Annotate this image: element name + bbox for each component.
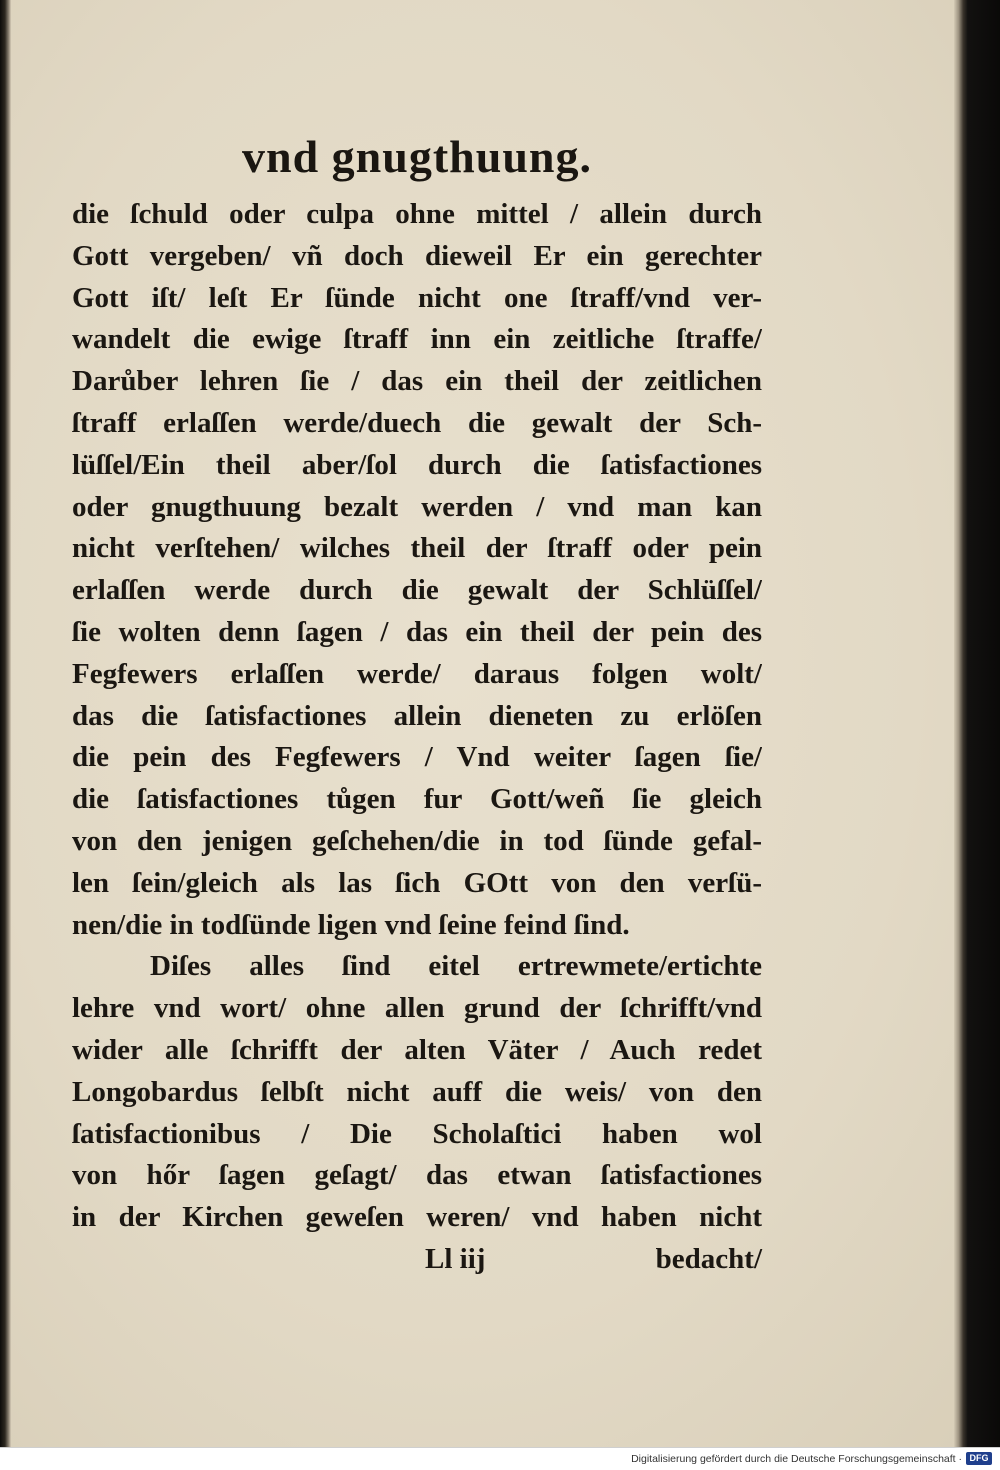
direction-line [72,1239,762,1281]
text-line: erlaſſen werde durch die gewalt der Schlüſſel/ [72,574,762,607]
text-line: Gott vergeben/ vñ doch dieweil Er ein gerechter [72,239,762,272]
text-line: Longobardus ſelbſt nicht auff die weis/ von den [72,1075,762,1108]
text-line: von hőr ſagen geſagt/ das etwan ſatisfactiones [72,1159,762,1192]
text-line: oder gnugthuung bezalt werden / vnd man kan [72,490,762,523]
running-head: vnd gnugthuung. [242,131,592,182]
text-block [72,194,762,1281]
text-line: Diſes alles ſind eitel ertrewmete/ertichte [150,950,762,983]
text-line: das die ſatisfactiones allein dieneten zu erlöſen [72,699,762,732]
digitization-footer [0,1447,1000,1470]
text-line: in der Kirchen geweſen weren/ vnd haben nicht [72,1201,762,1234]
text-line: nen/die in todſünde ligen vnd ſeine feind ſind. [72,908,630,941]
text-line: die ſchuld oder culpa ohne mittel / allein durch [72,198,762,230]
text-line: ſie wolten denn ſagen / das ein theil der pein des [72,615,762,648]
text-line: len ſein/gleich als las ſich GOtt von den verſü- [72,866,762,899]
book-edge-shadow [954,0,1000,1447]
text-line: Darůber lehren ſie / das ein theil der zeitlichen [72,365,762,398]
text-line: lehre vnd wort/ ohne allen grund der ſchrifft/vnd [72,992,762,1025]
dfg-logo-icon: DFG [966,1452,992,1465]
text-line: wider alle ſchrifft der alten Väter / Auch redet [72,1033,762,1066]
text-line: von den jenigen geſchehen/die in tod ſünde gefal- [72,824,762,857]
page-left-edge [0,0,11,1447]
text-line: die ſatisfactiones tůgen fur Gott/weñ ſie gleich [72,783,762,816]
text-line: nicht verſtehen/ wilches theil der ſtraff oder pein [72,532,762,565]
text-line: Fegfewers erlaſſen werde/ daraus folgen wolt/ [72,657,762,690]
text-line: ſtraff erlaſſen werde/duech die gewalt der Sch- [72,406,762,439]
text-line: die pein des Fegfewers / Vnd weiter ſagen ſie/ [72,741,762,774]
signature-mark: Ll iij [425,1242,486,1275]
text-line: lüſſel/Ein theil aber/ſol durch die ſatisfactiones [72,448,762,481]
text-line: ſatisfactionibus / Die Scholaſtici haben wol [72,1117,762,1150]
text-line: wandelt die ewige ſtraff inn ein zeitliche ſtraffe/ [72,323,762,356]
funding-credit-text: Digitalisierung gefördert durch die Deutsche Forschungsgemeinschaft · [631,1452,962,1465]
catchword: bedacht/ [655,1242,762,1275]
text-line: Gott iſt/ leſt Er ſünde nicht one ſtraff/vnd ver- [72,281,762,314]
funding-credit [631,1452,992,1465]
